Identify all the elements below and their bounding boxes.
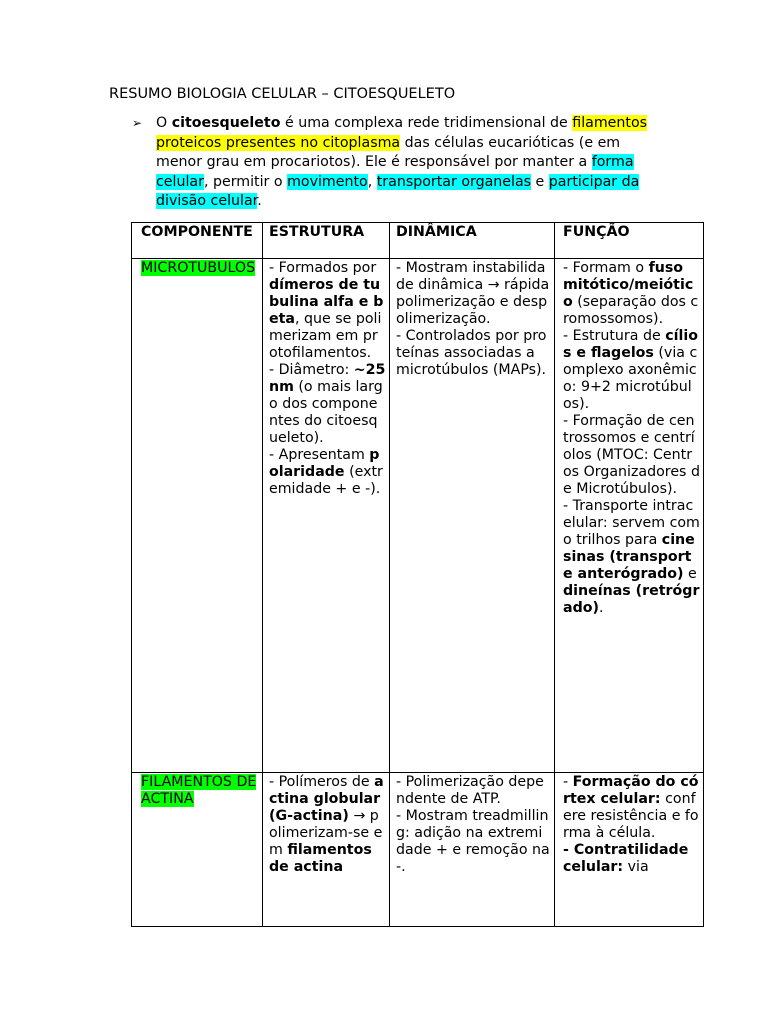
text-run: - Mostram treadmilling: adição na extremidade + e remoção na -. [396,808,550,875]
text-run: - Apresentam [269,447,370,463]
highlighted-text: participar da divisão celular [156,173,640,209]
text-run: e [531,173,549,190]
header-component: COMPONENTE [132,223,263,259]
highlighted-text: forma celular [156,154,634,190]
component-cell [132,259,263,773]
structure-text [269,260,386,498]
bold-text: fuso mitótico/meiótico [563,260,694,310]
text-run: , [367,173,377,190]
table-row [132,259,704,773]
function-text [563,774,700,876]
bold-text: - Contratilidade celular: [563,842,689,875]
header-function: FUNÇÃO [555,223,704,259]
arrow-bullet-icon: ➢ [132,116,143,130]
bold-text: filamentos de actina [269,842,372,875]
text-run: - Controlados por proteínas associadas a microtúbulos (MAPs). [396,328,547,378]
text-run: das células eucarióticas (e em menor grau em procariotos). Ele é responsável por manter a [156,134,621,170]
highlighted-text: transportar organelas [376,173,532,190]
text-run: → polimerizam-se em [269,808,383,858]
bold-text: cílios e flagelos [563,328,698,361]
function-cell [555,773,704,927]
document-title: RESUMO BIOLOGIA CELULAR – CITOESQUELETO [109,86,456,102]
bold-text: dineínas (retrógrado) [563,583,700,616]
dynamics-cell [390,773,555,927]
text-run: , permitir o [203,173,288,190]
text-run: confere resistência e forma à célula. [563,791,699,841]
text-run: - Formam o [563,260,649,276]
text-run: - [563,774,573,790]
table-row [132,773,704,927]
structure-cell [263,773,390,927]
intro-bullet [132,114,652,212]
highlighted-text: movimento [287,173,368,190]
text-run: - Estrutura de [563,328,666,344]
text-run: - Formação de centrossomos e centríolos (MTOC: Centros Organizadores de Microtúbulos). [563,413,700,497]
cytoskeleton-table [131,222,704,927]
bold-text: cinesinas (transporte anterógrado) [563,532,695,582]
text-run: - Diâmetro: [269,362,354,378]
bold-text: actina globular (G-actina) [269,774,384,824]
bold-text: citoesqueleto [171,115,281,131]
dynamics-text [396,774,551,876]
structure-text [269,774,386,876]
text-run: - Polímeros de [269,774,375,790]
text-run: via [623,859,649,875]
intro-paragraph [156,114,652,212]
header-structure: ESTRUTURA [263,223,390,259]
text-run: - Transporte intracelular: servem como trilhos para [563,498,700,548]
text-run: , que se polimerizam em protofilamentos. [269,311,382,361]
text-run: - Mostram instabilidade dinâmica → rápida polimerização e despolimerização. [396,260,550,327]
component-cell [132,773,263,927]
text-run: O [156,115,172,131]
text-run: . [257,193,262,209]
component-name: FILAMENTOS DE ACTINA [141,774,257,807]
dynamics-cell [390,259,555,773]
function-cell [555,259,704,773]
text-run: - Formados por [269,260,377,276]
bold-text: dímeros de tubulina alfa e beta [269,277,384,327]
bold-text: ~25 nm [269,362,386,395]
text-run: - Polimerização dependente de ATP. [396,774,544,807]
dynamics-text [396,260,551,379]
structure-cell [263,259,390,773]
text-run: (via complexo axonêmico: 9+2 microtúbulos). [563,345,698,412]
table-header-row [132,223,704,259]
text-run: (o mais largo dos componentes do citoesqueleto). [269,379,383,446]
text-run: (separação dos cromossomos). [563,294,699,327]
highlighted-text: filamentos proteicos presentes no citoplasma [156,115,648,151]
text-run: e [683,566,697,582]
text-run: . [598,600,604,616]
component-name: MICROTUBULOS [141,260,256,276]
function-text [563,260,700,617]
header-dynamics: DINÂMICA [390,223,555,259]
bold-text: Formação do córtex celular: [563,774,699,807]
text-run: (extremidade + e -). [269,464,383,497]
text-run: é uma complexa rede tridimensional de [280,115,573,131]
bold-text: polaridade [269,447,380,480]
